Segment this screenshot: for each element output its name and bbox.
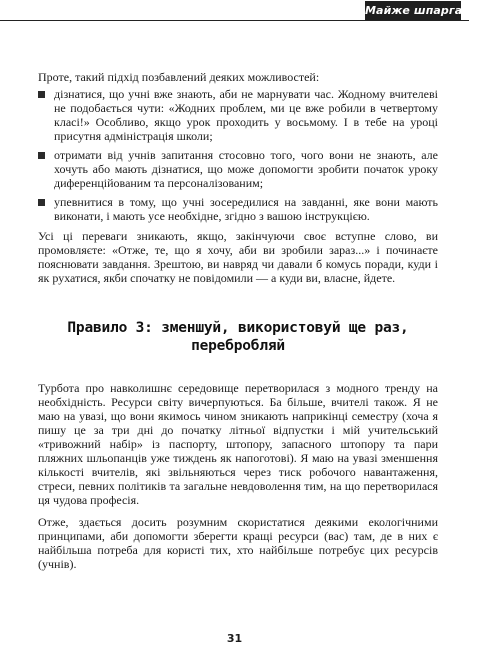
square-bullet-icon	[38, 152, 45, 159]
page-number: 31	[226, 632, 243, 645]
page-content	[38, 70, 438, 579]
body-paragraph: Турбота про навколишнє середовище перетворилася з модного тренду на необхідність. Ресурси світу вичерпуються. Ба більше, вчителі також. Я не маю на увазі, що вони якимось чином зникають наприкінці семестру (хоча я пишу це за три дні до початку літньої відпустки і мій учительський «тривожний набір» із паспорту, штопору, запасного штопору та пари пляжних шльопанців уже тиждень як напоготові). Я маю на увазі зменшення кількості вчителів, які звільняються через тиск робочого навантаження, стреси, певних політиків та загальне невдоволення тим, на що перетворилася ця чудова професія.	[38, 381, 438, 507]
body-paragraph: Усі ці переваги зникають, якщо, закінчуючи своє вступне слово, ви промовляєте: «Отже, те, що я хочу, аби ви зробили зараз...» і починаєте пояснювати завдання. Зрештою, ви навряд чи давали б комусь поради, куди і як рухатися, якби спочатку не повідомили — а куди ви, власне, йдете.	[38, 229, 438, 285]
square-bullet-icon	[38, 199, 45, 206]
list-item	[38, 148, 438, 190]
square-bullet-icon	[38, 91, 45, 98]
body-paragraph: Отже, здається досить розумним скористатися деякими екологічними принципами, аби допомогти зберегти кращі ресурси (вас) там, де в них є найбільша потреба для користі тих, хто найбільше потребує цих ресурсів (учнів).	[38, 515, 438, 571]
bullet-list	[38, 87, 438, 223]
list-item-text: дізнатися, що учні вже знають, аби не марнувати час. Жодному вчителеві не подобається чути: «Жодних проблем, ми це вже робили в четвертому класі!» Особливо, якщо урок проходить у восьмому. І в тебе на уроці присутня адміністрація школи;	[54, 87, 438, 143]
list-item-text: упевнитися в тому, що учні зосередилися на завданні, яке вони мають виконати, і мають усе необхідне, згідно з вашою інструкцією.	[54, 195, 438, 223]
list-item	[38, 195, 438, 223]
intro-paragraph: Проте, такий підхід позбавлений деяких можливостей:	[38, 70, 320, 84]
section-heading: Правило 3: зменшуй, використовуй ще раз, перебробляй	[67, 320, 409, 354]
list-item	[38, 87, 438, 143]
list-item-text: отримати від учнів запитання стосовно того, чого вони не знають, але хочуть або мають дізнатися, що може допомогти зробити початок уроку диференційованим та персоналізованим;	[54, 148, 438, 190]
header-rule	[0, 20, 469, 21]
running-header: Майже шпаргалки	[365, 1, 461, 21]
